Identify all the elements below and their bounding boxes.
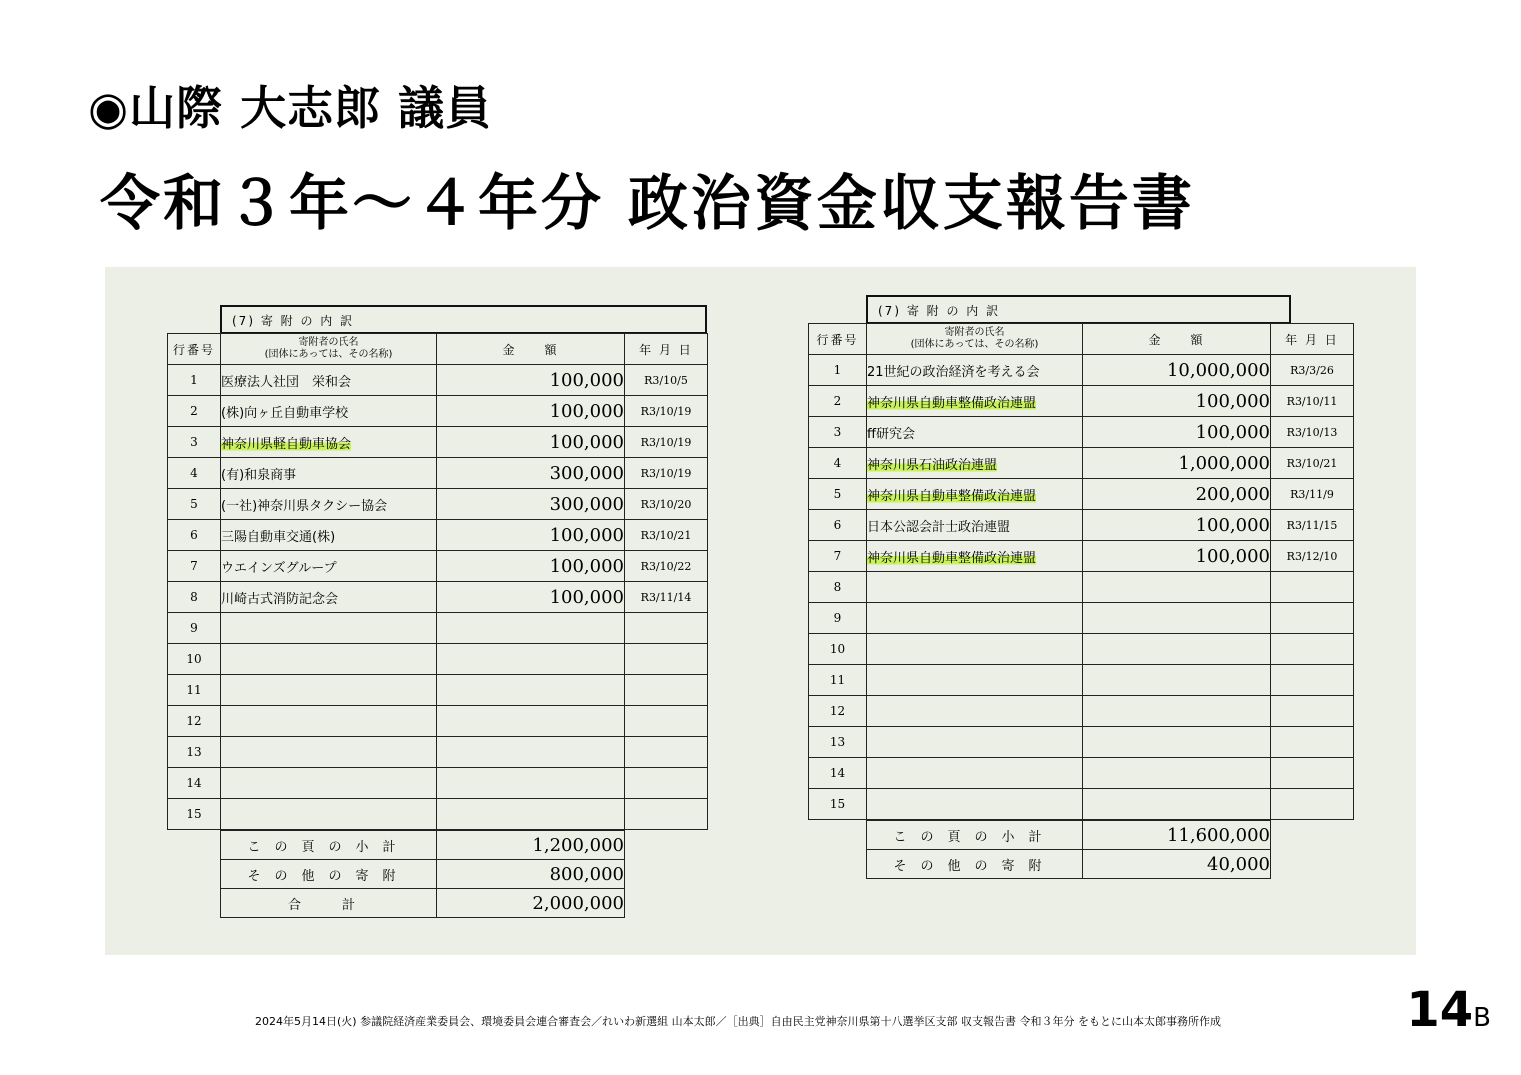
donor-name-text: ウエインズグループ [221,560,337,576]
donation-date [1271,665,1354,696]
row-number: 9 [809,603,867,634]
col-header-donor [221,334,437,365]
table-row [809,572,1354,603]
donation-amount [437,737,625,768]
donation-date [1271,789,1354,820]
left-donation-sheet [167,305,707,918]
donation-date: R3/11/15 [1271,510,1354,541]
col-header-amount: 金 額 [1083,324,1271,355]
page-number-suffix: B [1473,1003,1491,1033]
col-header-donor [867,324,1083,355]
donation-amount [1083,696,1271,727]
table-row [168,675,708,706]
table-header-row [809,324,1354,355]
donation-date: R3/10/19 [625,396,708,427]
row-number: 9 [168,613,221,644]
donation-date: R3/10/21 [1271,448,1354,479]
row-number: 3 [168,427,221,458]
donation-amount [437,613,625,644]
donation-amount [1083,727,1271,758]
donation-amount: 200,000 [1083,479,1271,510]
donation-amount: 100,000 [437,520,625,551]
donor-name [221,799,437,830]
donor-name-text: 神奈川県自動車整備政治連盟 [867,395,1037,411]
donor-name-text: 21世紀の政治経済を考える会 [867,364,1040,380]
table-row [168,768,708,799]
donation-date: R3/10/13 [1271,417,1354,448]
donation-date [1271,572,1354,603]
donation-amount: 100,000 [437,582,625,613]
row-number: 5 [809,479,867,510]
donor-name [221,489,437,520]
source-footnote: 2024年5月14日(火) 参議院経済産業委員会、環境委員会連合審査会／れいわ新選組 山本太郎／［出典］自由民主党神奈川県第十八選挙区支部 収支報告書 令和３年分 をもとに山本太郎事務所作成 [255,1015,1222,1028]
totals-label: この頁の小計 [221,831,437,860]
table-row [809,789,1354,820]
donor-name [221,427,437,458]
donation-date: R3/10/5 [625,365,708,396]
totals-value: 11,600,000 [1083,821,1271,850]
donor-name [867,417,1083,448]
donor-name-text: (一社)神奈川県タクシー協会 [221,498,388,514]
donation-date [625,613,708,644]
donation-amount [1083,572,1271,603]
donation-amount [437,706,625,737]
row-number: 10 [809,634,867,665]
totals-value: 2,000,000 [437,889,625,918]
row-number: 15 [809,789,867,820]
table-row [168,737,708,768]
donor-name-text: 神奈川県軽自動車協会 [221,436,352,452]
donor-name [221,551,437,582]
donor-name [867,634,1083,665]
table-row [809,665,1354,696]
donor-name [221,458,437,489]
donor-header-line2: (団体にあっては、その名称) [910,339,1039,350]
col-header-amount: 金 額 [437,334,625,365]
donor-name [867,541,1083,572]
donation-date [1271,758,1354,789]
donation-date: R3/10/11 [1271,386,1354,417]
table-row [809,541,1354,572]
table-row [168,706,708,737]
row-number: 8 [168,582,221,613]
table-row [168,365,708,396]
table-row [809,417,1354,448]
donor-name [221,582,437,613]
page-number-digits: 14 [1406,982,1474,1038]
donation-date [1271,603,1354,634]
left-donation-table [167,333,708,830]
table-row [168,396,708,427]
table-row [809,355,1354,386]
donation-date: R3/10/19 [625,458,708,489]
scanned-report [105,267,1416,955]
table-header-row [168,334,708,365]
row-number: 11 [809,665,867,696]
donor-name [221,675,437,706]
donation-date [625,768,708,799]
right-section-title: (7) 寄 附 の 内 訳 [866,295,1291,323]
table-row [168,799,708,830]
totals-row [867,850,1271,879]
donation-date [625,706,708,737]
donor-name [221,365,437,396]
table-row [168,427,708,458]
donor-name [221,613,437,644]
table-row [168,520,708,551]
donation-amount [1083,634,1271,665]
row-number: 7 [809,541,867,572]
row-number: 4 [168,458,221,489]
table-row [809,510,1354,541]
donation-amount: 100,000 [437,365,625,396]
donor-name [867,355,1083,386]
donor-name-text: 川崎古式消防記念会 [221,591,339,607]
row-number: 8 [809,572,867,603]
donation-date: R3/3/26 [1271,355,1354,386]
donation-date [1271,696,1354,727]
row-number: 14 [809,758,867,789]
totals-label: この頁の小計 [867,821,1083,850]
table-row [168,582,708,613]
left-totals-table [220,830,625,918]
table-row [168,644,708,675]
donor-name [221,644,437,675]
row-number: 4 [809,448,867,479]
row-number: 6 [809,510,867,541]
donation-amount [437,799,625,830]
donation-amount [1083,665,1271,696]
donor-name [867,603,1083,634]
donation-amount [437,644,625,675]
donation-amount: 100,000 [437,427,625,458]
table-row [168,613,708,644]
donation-date: R3/11/14 [625,582,708,613]
totals-label: その他の寄附 [221,860,437,889]
table-row [809,634,1354,665]
donation-date [1271,634,1354,665]
totals-row [867,821,1271,850]
donor-name [221,706,437,737]
donation-amount: 100,000 [437,551,625,582]
donor-name [867,789,1083,820]
row-number: 13 [809,727,867,758]
right-donation-sheet [808,295,1353,879]
donation-amount [1083,758,1271,789]
row-number: 10 [168,644,221,675]
table-row [809,696,1354,727]
right-donation-table [808,323,1354,820]
donation-amount [437,768,625,799]
row-number: 12 [168,706,221,737]
row-number: 14 [168,768,221,799]
donation-amount: 100,000 [1083,386,1271,417]
donor-name [867,572,1083,603]
totals-label: その他の寄附 [867,850,1083,879]
row-number: 11 [168,675,221,706]
row-number: 6 [168,520,221,551]
totals-row [221,889,625,918]
col-header-no: 行番号 [809,324,867,355]
donation-date [625,737,708,768]
totals-row [221,831,625,860]
donor-header-line1: 寄附者の氏名 [298,337,359,348]
donor-name [867,510,1083,541]
right-totals-table [866,820,1271,879]
col-header-date: 年 月 日 [1271,324,1354,355]
row-number: 15 [168,799,221,830]
donation-amount: 100,000 [437,396,625,427]
donor-name [221,520,437,551]
totals-value: 40,000 [1083,850,1271,879]
row-number: 12 [809,696,867,727]
politician-title: ◉山際 大志郎 議員 [88,81,493,135]
donor-name-text: 神奈川県石油政治連盟 [867,457,998,473]
donor-name-text: (株)向ヶ丘自動車学校 [221,405,349,421]
col-header-date: 年 月 日 [625,334,708,365]
donation-amount: 100,000 [1083,541,1271,572]
table-row [168,458,708,489]
donor-header-line2: (団体にあっては、その名称) [264,349,393,360]
donation-date: R3/10/21 [625,520,708,551]
totals-value: 1,200,000 [437,831,625,860]
table-row [168,489,708,520]
row-number: 2 [809,386,867,417]
report-title: 令和３年～４年分 政治資金収支報告書 [100,169,1195,239]
totals-row [221,860,625,889]
row-number: 5 [168,489,221,520]
donor-name-text: 神奈川県自動車整備政治連盟 [867,488,1037,504]
donation-amount [437,675,625,706]
donor-name [867,696,1083,727]
totals-value: 800,000 [437,860,625,889]
donor-name [867,665,1083,696]
donation-date: R3/10/22 [625,551,708,582]
row-number: 7 [168,551,221,582]
donor-name [221,396,437,427]
donation-amount: 300,000 [437,458,625,489]
table-row [809,386,1354,417]
table-row [168,551,708,582]
row-number: 3 [809,417,867,448]
donor-name [867,479,1083,510]
page-number [1406,982,1491,1038]
donation-amount [1083,789,1271,820]
col-header-no: 行番号 [168,334,221,365]
donation-amount: 300,000 [437,489,625,520]
donation-amount [1083,603,1271,634]
row-number: 13 [168,737,221,768]
table-row [809,448,1354,479]
donor-name [221,737,437,768]
donation-date [625,799,708,830]
donor-name [221,768,437,799]
donation-amount: 1,000,000 [1083,448,1271,479]
donor-name [867,758,1083,789]
table-row [809,479,1354,510]
table-row [809,603,1354,634]
table-row [809,758,1354,789]
donor-name-text: (有)和泉商事 [221,467,297,483]
row-number: 1 [809,355,867,386]
donor-name [867,386,1083,417]
donation-date [625,675,708,706]
donor-name-text: 三陽自動車交通(株) [221,529,336,545]
donation-amount: 10,000,000 [1083,355,1271,386]
donation-date: R3/11/9 [1271,479,1354,510]
donor-name-text: 日本公認会計士政治連盟 [867,519,1011,535]
donor-name-text: 神奈川県自動車整備政治連盟 [867,550,1037,566]
donation-date: R3/10/20 [625,489,708,520]
donation-date [1271,727,1354,758]
donor-name [867,448,1083,479]
donation-date: R3/10/19 [625,427,708,458]
totals-label: 合 計 [221,889,437,918]
donation-amount: 100,000 [1083,510,1271,541]
donation-date [625,644,708,675]
donor-name [867,727,1083,758]
donation-amount: 100,000 [1083,417,1271,448]
row-number: 2 [168,396,221,427]
donor-header-line1: 寄附者の氏名 [944,327,1005,338]
donor-name-text: 医療法人社団 栄和会 [221,374,352,390]
row-number: 1 [168,365,221,396]
donor-name-text: ff研究会 [867,426,915,442]
left-section-title: (7) 寄 附 の 内 訳 [220,305,707,333]
table-row [809,727,1354,758]
donation-date: R3/12/10 [1271,541,1354,572]
